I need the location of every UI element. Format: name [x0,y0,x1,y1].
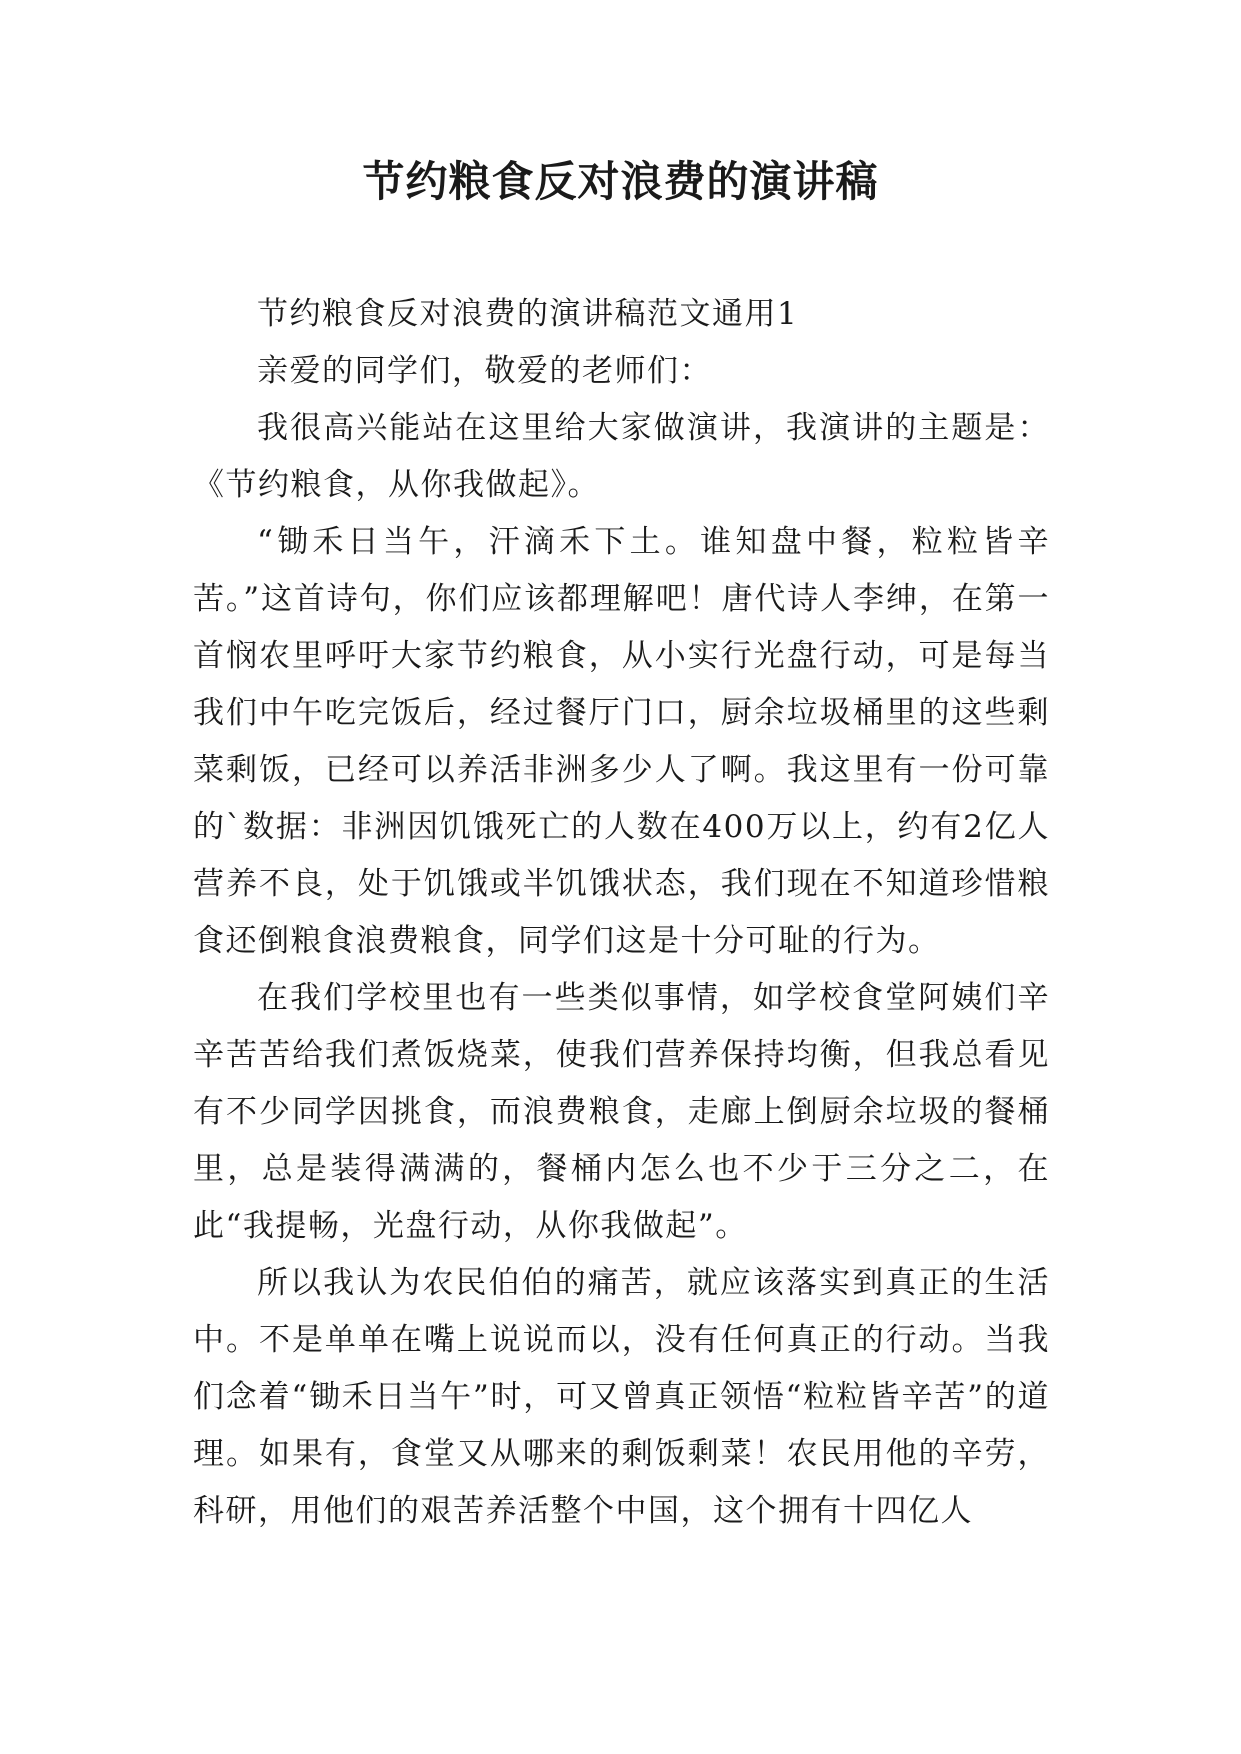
paragraph-topic: 我很高兴能站在这里给大家做演讲，我演讲的主题是：《节约粮食，从你我做起》。 [193,410,1050,503]
paragraph-poem: “锄禾日当午，汗滴禾下土。谁知盘中餐，粒粒皆辛苦。”这首诗句，你们应该都理解吧！唐代诗人李绅，在第一首悯农里呼吁大家节约粮食，从小实行光盘行动，可是每当我们中午吃完饭后，经过餐厅门口，厨余垃圾桶里的这些剩菜剩饭，已经可以养活非洲多少人了啊。我这里有一份可靠的`数据：非洲因饥饿死亡的人数在400万以上，约有2亿人营养不良，处于饥饿或半饥饿状态，我们现在不知道珍惜粮食还倒粮食浪费粮食，同学们这是十分可耻的行为。 [193,524,1050,959]
document-body [193,286,1050,1540]
paragraph-conclusion: 所以我认为农民伯伯的痛苦，就应该落实到真正的生活中。不是单单在嘴上说说而以，没有任何真正的行动。当我们念着“锄禾日当午”时，可又曾真正领悟“粒粒皆辛苦”的道理。如果有，食堂又从哪来的剩饭剩菜！农民用他的辛劳，科研，用他们的艰苦养活整个中国，这个拥有十四亿人 [193,1265,1050,1529]
paragraph-greeting: 亲爱的同学们，敬爱的老师们： [257,353,712,389]
document-title: 节约粮食反对浪费的演讲稿 [362,157,879,206]
paragraph-subtitle: 节约粮食反对浪费的演讲稿范文通用1 [257,296,799,332]
paragraph-school: 在我们学校里也有一些类似事情，如学校食堂阿姨们辛辛苦苦给我们煮饭烧菜，使我们营养保持均衡，但我总看见有不少同学因挑食，而浪费粮食，走廊上倒厨余垃圾的餐桶里，总是装得满满的，餐桶内怎么也不少于三分之二，在此“我提畅，光盘行动，从你我做起”。 [193,980,1050,1244]
